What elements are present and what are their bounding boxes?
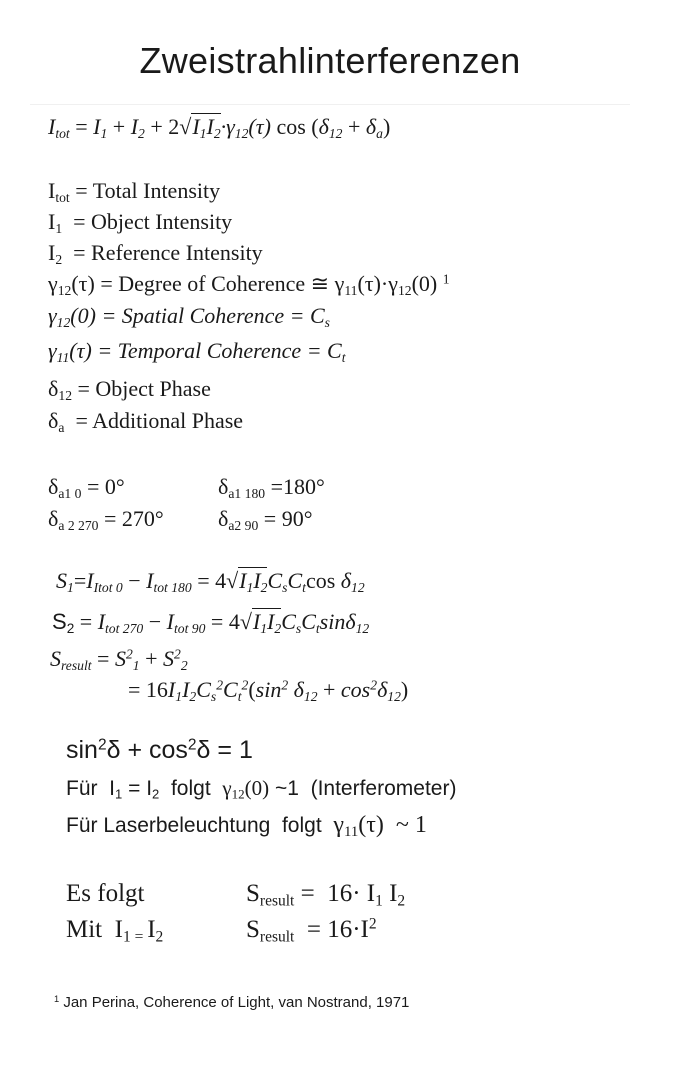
definition-temporal-coherence: $\gamma_{11}(\tau)$ = Temporal Coherence = $C_t$ bbox=[48, 338, 346, 365]
definition-degree-of-coherence: $\gamma_{12}(\tau)$ = Degree of Coherence ≅ $\gamma_{11}(\tau)\cdot\gamma_{12}(0)$ $^1$ bbox=[48, 271, 450, 298]
conclusion-es-folgt-label: Es folgt bbox=[66, 880, 145, 907]
definition-additional-phase: $\delta_a$ = Additional Phase bbox=[48, 408, 244, 435]
note-interferometer: Für $I_1 = I_2$ folgt $\gamma_{12}(0)$ ~1 (Interferometer) bbox=[66, 776, 457, 802]
equation-sresult-expanded: = $16I_1I_2C_s^2C_t^2(\sin^2$ $\delta_{12} + \cos^2\delta_{12}$) bbox=[128, 677, 409, 704]
equation-s1: $S_1=I_{Itot 0} - I_{tot 180} = 4√I_1I_2C_sC_t\cos$ $\delta_{12}$ bbox=[56, 568, 365, 595]
definition-i2: $I_2$ = Reference Intensity bbox=[48, 240, 263, 267]
page-title: Zweistrahlinterferenzen bbox=[139, 40, 521, 81]
angle-a2-90: $\delta_{a2 90} = 90^\circ$ bbox=[218, 506, 313, 533]
definition-object-phase: $\delta_{12}$ = Object Phase bbox=[48, 376, 211, 403]
main-equation-text: $I_{tot} = I_1 + I_2 + 2√I_1I_2\cdot\gamma_{12}(\tau)$ $\cos (\delta_{12} + \delta_a)$ bbox=[48, 114, 391, 141]
angle-a1-0: $\delta_{a1 0} = 0^\circ$ bbox=[48, 474, 125, 501]
note-identity: $\sin^2\delta + \cos^2\delta = 1$ bbox=[66, 736, 253, 764]
equation-s2: $S_2 = I_{tot 270} - I_{tot 90} = 4√I_1I_2C_sC_t\sin\delta_{12}$ bbox=[52, 609, 370, 636]
main-equation bbox=[48, 114, 390, 140]
definition-itot: $I_{tot}$ = Total Intensity bbox=[48, 178, 221, 205]
angle-a1-180: $\delta_{a1 180} =180^\circ$ bbox=[218, 474, 325, 501]
equation-sresult: $S_{result} = S^2_1 + S^2_2$ bbox=[50, 646, 188, 673]
footnote: $^1$ Jan Perina, Coherence of Light, van Nostrand, 1971 bbox=[54, 993, 410, 1011]
note-laser: Für Laserbeleuchtung folgt $\gamma_{11}(\tau)$ ~ 1 bbox=[66, 812, 427, 841]
angle-a2-270: $\delta_{a 2 270} = 270^\circ$ bbox=[48, 506, 164, 533]
divider bbox=[30, 104, 630, 105]
definition-i1: $I_1$ = Object Intensity bbox=[48, 209, 233, 236]
definition-spatial-coherence: $\gamma_{12}(0)$ = Spatial Coherence = $C_s$ bbox=[48, 303, 330, 330]
conclusion-es-folgt-equation: $S_{result} = 16\cdot I_1$ $I_2$ bbox=[246, 880, 406, 910]
conclusion-mit-label: Mit $I_{1 =}$ $I_2$ bbox=[66, 916, 164, 946]
conclusion-mit-equation: $S_{result} = 16\cdot I^2$ bbox=[246, 915, 377, 946]
